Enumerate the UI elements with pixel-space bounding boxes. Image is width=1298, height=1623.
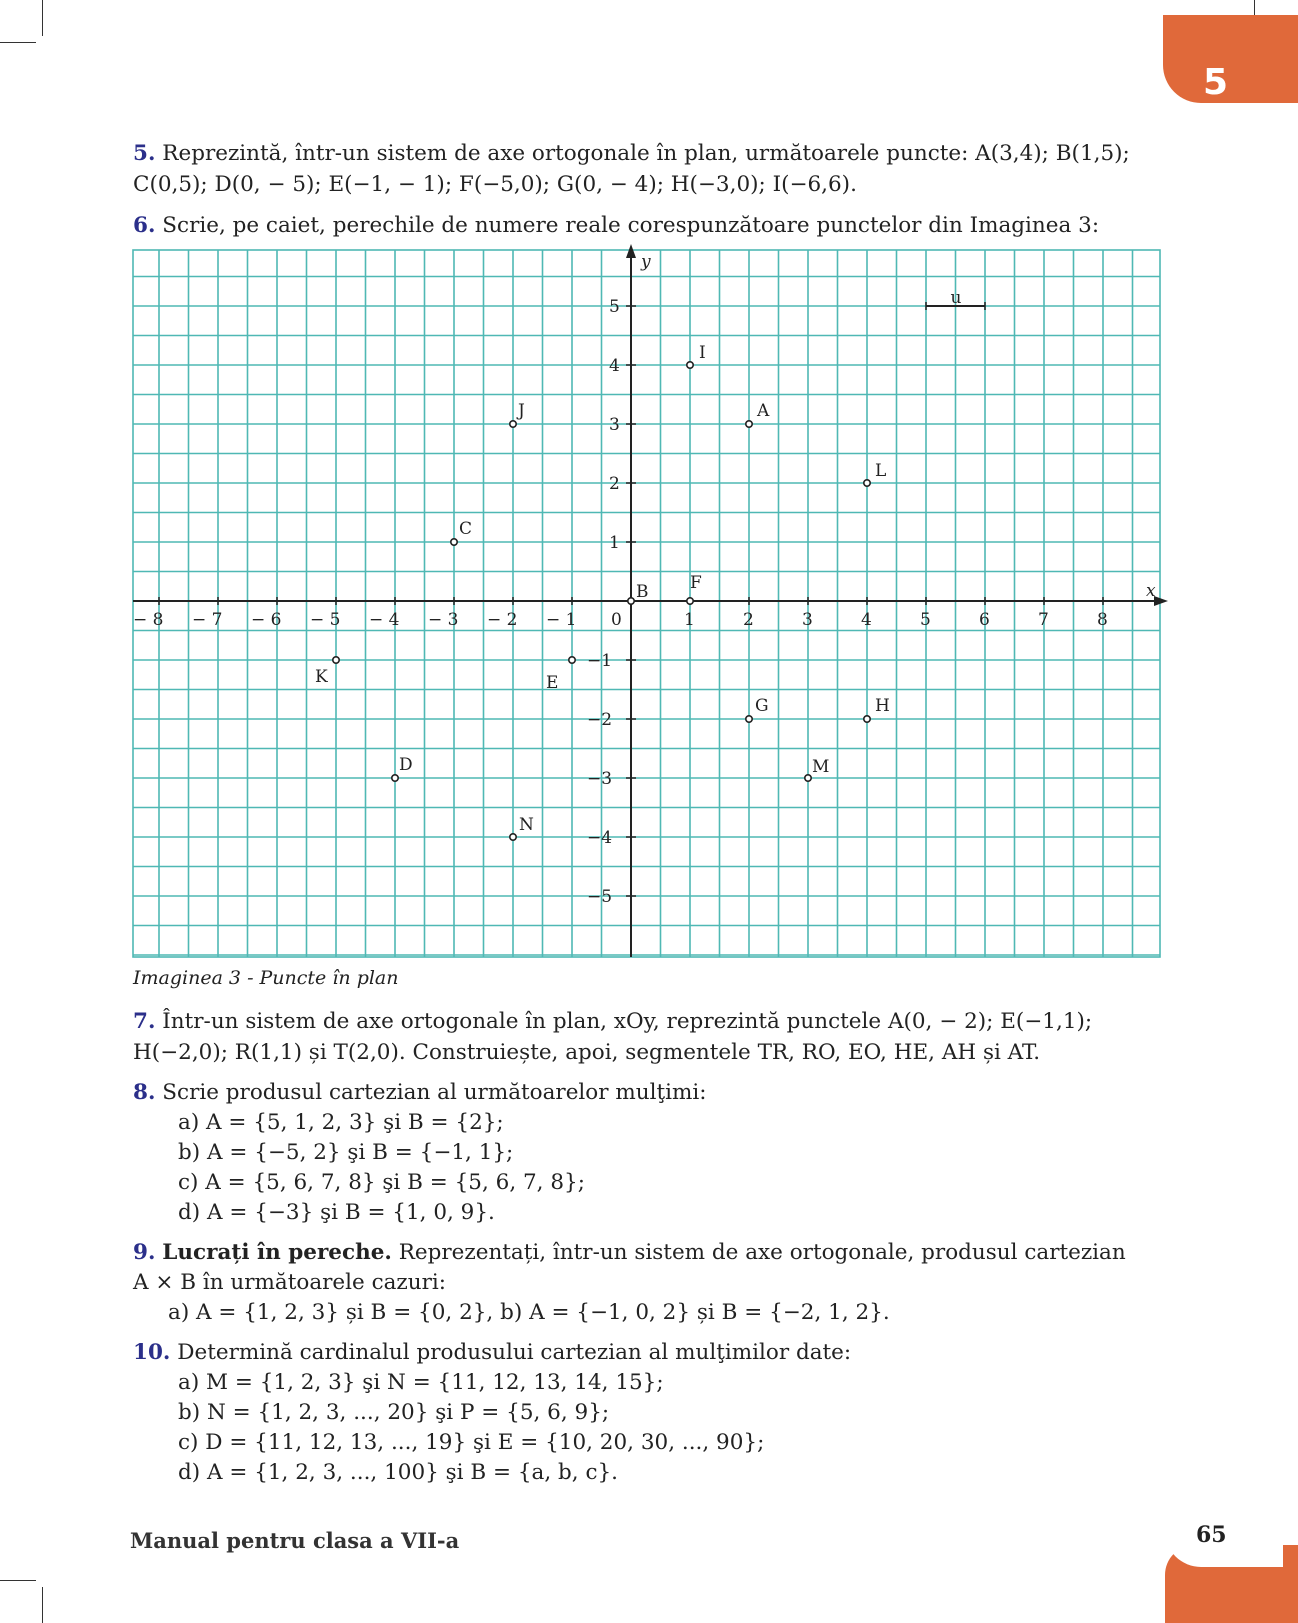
y-tick-label: −2 [587, 710, 613, 730]
axes [133, 244, 1168, 957]
exercise-5-line-2: C(0,5); D(0, − 5); E(−1, − 1); F(−5,0); G(0, − 4); H(−3,0); I(−6,6). [133, 172, 857, 197]
x-tick-label: 6 [979, 610, 990, 630]
point-label-C: C [459, 519, 473, 539]
exercise-10-text: Determină cardinalul produsului cartezian al mulţimilor date: [177, 1340, 852, 1365]
exercise-8-item-c: c) A = {5, 6, 7, 8} şi B = {5, 6, 7, 8}; [178, 1170, 585, 1195]
point-E [569, 657, 575, 663]
exercise-8-number: 8. [133, 1080, 156, 1105]
exercise-6-text: Scrie, pe caiet, perechile de numere reale corespunzătoare punctelor din Imaginea 3: [162, 213, 1100, 238]
point-label-F: F [690, 573, 702, 593]
exercise-5-text: Reprezintă, într-un sistem de axe ortogonale în plan, următoarele puncte: A(3,4); B(1,5); [162, 141, 1130, 166]
point-label-G: G [755, 696, 769, 716]
exercise-10-item-c: c) D = {11, 12, 13, ..., 19} şi E = {10, 20, 30, ..., 90}; [178, 1430, 765, 1455]
exercise-9-line-1 [133, 1238, 1126, 1268]
point-J [510, 421, 516, 427]
figure-caption: Imaginea 3 - Puncte în plan [133, 967, 399, 989]
x-axis-arrow [1154, 596, 1168, 606]
exercise-10-item-d: d) A = {1, 2, 3, ..., 100} şi B = {a, b, c}. [178, 1460, 619, 1485]
point-label-E: E [546, 673, 559, 693]
exercise-7-number: 7. [133, 1009, 156, 1034]
chapter-number: 5 [1203, 62, 1229, 103]
exercise-8-item-d: d) A = {−3} şi B = {1, 0, 9}. [178, 1200, 495, 1225]
point-L [864, 480, 870, 486]
point-label-J: J [518, 401, 525, 421]
exercise-10-line-1 [133, 1338, 851, 1368]
x-tick-label: − 3 [428, 610, 459, 630]
y-tick-label: −5 [587, 887, 613, 907]
x-tick-label: − 2 [487, 610, 518, 630]
page-number: 65 [1196, 1522, 1227, 1548]
point-B [628, 598, 634, 604]
exercise-10-item-a: a) M = {1, 2, 3} şi N = {11, 12, 13, 14, 15}; [178, 1370, 664, 1395]
point-label-N: N [519, 815, 534, 835]
y-tick-label: 5 [609, 297, 620, 317]
point-label-A: A [757, 401, 770, 421]
x-tick-label: 8 [1097, 610, 1108, 630]
point-M [805, 775, 811, 781]
x-tick-label: 5 [920, 610, 931, 630]
unit-label: u [950, 288, 962, 308]
x-tick-label: − 4 [369, 610, 400, 630]
x-tick-label: − 6 [251, 610, 282, 630]
exercise-10-item-b: b) N = {1, 2, 3, ..., 20} şi P = {5, 6, 9}; [178, 1400, 610, 1425]
y-tick-label: 4 [609, 356, 620, 376]
x-tick-label: − 5 [310, 610, 341, 630]
point-label-B: B [636, 582, 649, 602]
y-tick-label: −1 [587, 651, 613, 671]
footer-title: Manual pentru clasa a VII-a [130, 1528, 460, 1553]
point-F [687, 598, 693, 604]
y-axis-label: y [641, 252, 651, 272]
y-tick-label: 1 [609, 533, 620, 553]
point-A [746, 421, 752, 427]
x-tick-label: − 8 [133, 610, 164, 630]
exercise-9-text: Reprezentați, într-un sistem de axe ortogonale, produsul cartezian [398, 1240, 1126, 1265]
exercise-9-line-3: a) A = {1, 2, 3} și B = {0, 2}, b) A = {−1, 0, 2} și B = {−2, 1, 2}. [168, 1300, 890, 1325]
point-label-M: M [812, 757, 830, 777]
exercise-8-line-1 [133, 1078, 707, 1108]
x-tick-label: − 1 [546, 610, 577, 630]
x-tick-label: 7 [1038, 610, 1049, 630]
x-tick-label: 2 [743, 610, 754, 630]
exercise-9-bold: Lucrați în pereche. [162, 1240, 392, 1265]
exercise-9-number: 9. [133, 1240, 156, 1265]
point-label-K: K [315, 667, 328, 687]
point-G [746, 716, 752, 722]
y-axis-arrow [626, 244, 636, 258]
y-tick-label: 3 [609, 415, 620, 435]
exercise-7-text: Într-un sistem de axe ortogonale în plan, xOy, reprezintă punctele A(0, − 2); E(−1,1); [162, 1009, 1093, 1034]
exercise-5-number: 5. [133, 141, 156, 166]
exercise-6-number: 6. [133, 213, 156, 238]
point-label-I: I [699, 343, 706, 363]
exercise-8-item-a: a) A = {5, 1, 2, 3} şi B = {2}; [178, 1110, 504, 1135]
x-tick-label: − 7 [192, 610, 223, 630]
points [315, 343, 890, 840]
grid-lines [133, 250, 1160, 957]
point-C [451, 539, 457, 545]
exercise-7-line-1 [133, 1007, 1092, 1037]
point-I [687, 362, 693, 368]
point-label-L: L [875, 461, 887, 481]
point-N [510, 834, 516, 840]
exercise-10-number: 10. [133, 1340, 171, 1365]
x-tick-label: 0 [611, 610, 622, 630]
exercise-8-text: Scrie produsul cartezian al următoarelor mulţimi: [162, 1080, 707, 1105]
grid-border [133, 250, 1160, 957]
unit-segment [926, 288, 985, 310]
point-label-H: H [875, 696, 890, 716]
exercise-7-line-2: H(−2,0); R(1,1) și T(2,0). Construiește, apoi, segmentele TR, RO, EO, HE, AH și AT. [133, 1040, 1041, 1065]
exercise-8-item-b: b) A = {−5, 2} şi B = {−1, 1}; [178, 1140, 514, 1165]
point-D [392, 775, 398, 781]
y-tick-label: 2 [609, 474, 620, 494]
x-tick-label: 1 [684, 610, 695, 630]
y-tick-label: −3 [587, 769, 613, 789]
point-K [333, 657, 339, 663]
point-label-D: D [399, 755, 413, 775]
y-tick-label: −4 [587, 828, 613, 848]
point-H [864, 716, 870, 722]
exercise-9-line-2: A × B în următoarele cazuri: [133, 1270, 446, 1295]
x-axis-label: x [1146, 581, 1156, 601]
x-tick-label: 4 [861, 610, 872, 630]
x-tick-label: 3 [802, 610, 813, 630]
